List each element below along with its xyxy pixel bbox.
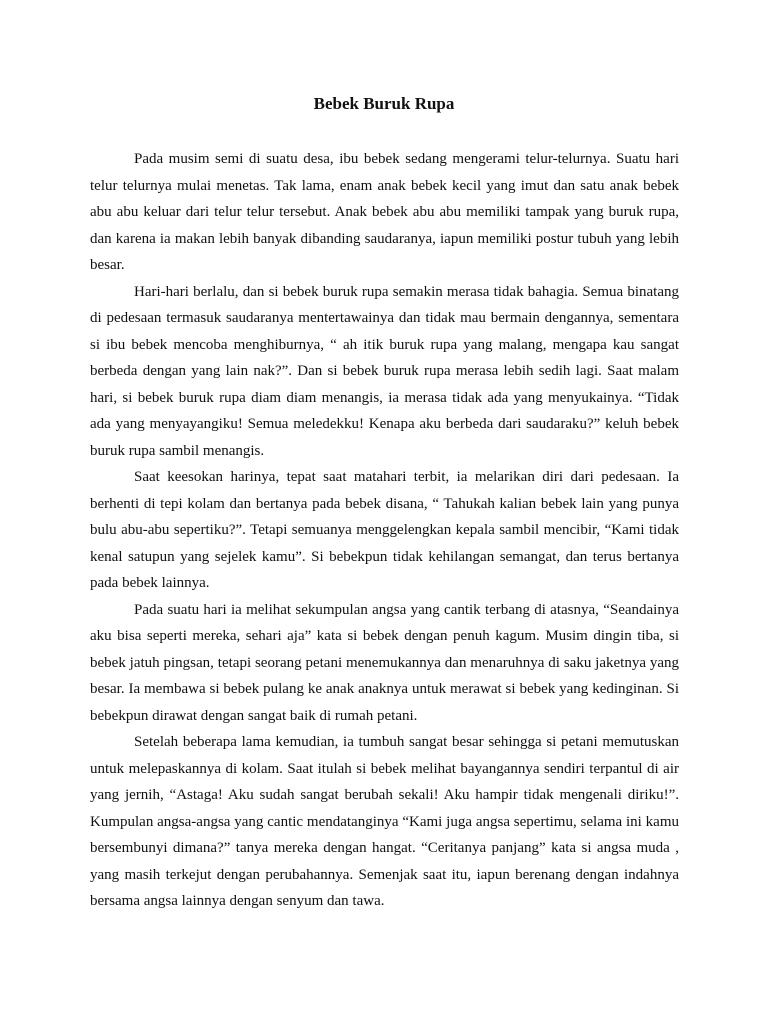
paragraph-1: Pada musim semi di suatu desa, ibu bebek sedang mengerami telur-telurnya. Suatu hari telur telurnya mulai menetas. Tak lama, enam anak bebek kecil yang imut dan satu anak bebek abu abu keluar dari telur telur tersebut. Anak bebek abu abu memiliki tampak yang buruk rupa, dan karena ia makan lebih banyak dibanding saudaranya, iapun memiliki postur tubuh yang lebih besar. xyxy=(90,151,679,273)
paragraph-5: Setelah beberapa lama kemudian, ia tumbuh sangat besar sehingga si petani memutuskan untuk melepaskannya di kolam. Saat itulah si bebek melihat bayangannya sendiri terpantul di air yang jernih, “Astaga! Aku sudah sangat berubah sekali! Aku hampir tidak mengenali diriku!”. Kumpulan angsa-angsa yang cantic mendatanginya “Kami juga angsa sepertimu, selama ini kamu bersembunyi dimana?” tanya mereka dengan hangat. “Ceritanya panjang” kata si angsa muda , yang masih terkejut dengan perubahannya. Semenjak saat itu, iapun berenang dengan indahnya bersama angsa lainnya dengan senyum dan tawa. xyxy=(90,734,679,909)
document-title: Bebek Buruk Rupa xyxy=(313,94,455,113)
paragraph-4: Pada suatu hari ia melihat sekumpulan angsa yang cantik terbang di atasnya, “Seandainya aku bisa seperti mereka, sehari aja” kata si bebek dengan penuh kagum. Musim dingin tiba, si bebek jatuh pingsan, tetapi seorang petani menemukannya dan menaruhnya di saku jaketnya yang besar. Ia membawa si bebek pulang ke anak anaknya untuk merawat si bebek yang kedinginan. Si bebekpun dirawat dengan sangat baik di rumah petani. xyxy=(90,601,679,724)
paragraph-3: Saat keesokan harinya, tepat saat matahari terbit, ia melarikan diri dari pedesaan. Ia berhenti di tepi kolam dan bertanya pada bebek disana, “ Tahukah kalian bebek lain yang punya bulu abu-abu sepertiku?”. Tetapi semuanya menggelengkan kepala sambil mencibir, “Kami tidak kenal satupun yang sejelek kamu”. Si bebekpun tidak kehilangan semangat, dan terus bertanya pada bebek lainnya. xyxy=(90,469,679,591)
paragraph-2: Hari-hari berlalu, dan si bebek buruk rupa semakin merasa tidak bahagia. Semua binatang di pedesaan termasuk saudaranya mentertawainya dan tidak mau bermain dengannya, sementara si ibu bebek mencoba menghiburnya, “ ah itik buruk rupa yang malang, mengapa kau sangat berbeda dengan yang lain nak?”. Dan si bebek buruk rupa merasa lebih sedih lagi. Saat malam hari, si bebek buruk rupa diam diam menangis, ia merasa tidak ada yang menyukainya. “Tidak ada yang menyayangiku! Semua meledekku! Kenapa aku berbeda dari saudaraku?” keluh bebek buruk rupa sambil menangis. xyxy=(90,283,679,459)
document-body xyxy=(90,146,679,915)
